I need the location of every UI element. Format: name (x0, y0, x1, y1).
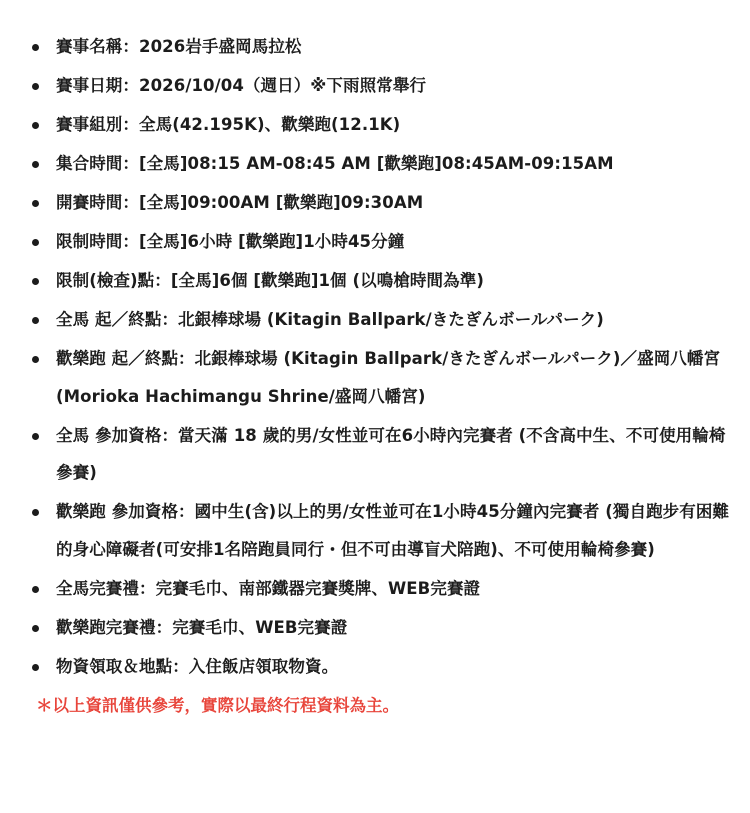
list-item-fun-run-eligibility (32, 493, 734, 568)
list-item-event-name (32, 28, 734, 66)
bullet-icon (32, 161, 39, 168)
list-item-text: 賽事組別：全馬(42.195K)、歡樂跑(12.1K) (56, 115, 401, 134)
list-item-start-time (32, 184, 734, 222)
bullet-icon (32, 586, 39, 593)
list-item-categories (32, 106, 734, 144)
list-item-marathon-eligibility (32, 417, 734, 492)
list-item-checkpoints (32, 262, 734, 300)
bullet-icon (32, 122, 39, 129)
list-item-fun-run-venue (32, 340, 734, 415)
bullet-icon (32, 239, 39, 246)
bullet-icon (32, 509, 39, 516)
list-item-text: 歡樂跑 參加資格：國中生(含)以上的男/女性並可在1小時45分鐘內完賽者 (獨自跑步有困難的身心障礙者(可安排1名陪跑員同行・但不可由導盲犬陪跑)、不可使用輪椅參賽) (56, 502, 730, 559)
bullet-icon (32, 664, 39, 671)
list-item-text: 全馬 起／終點：北銀棒球場 (Kitagin Ballpark/きたぎんボールパーク) (56, 310, 604, 329)
list-item-text: 歡樂跑完賽禮：完賽毛巾、WEB完賽證 (56, 617, 348, 637)
list-item-text: 全馬完賽禮：完賽毛巾、南部鐵器完賽獎牌、WEB完賽證 (56, 578, 481, 598)
list-item-text: 歡樂跑 起／終點：北銀棒球場 (Kitagin Ballpark/きたぎんボールパーク)／盛岡八幡宮(Morioka Hachimangu Shrine/盛岡八幡宮) (56, 349, 721, 406)
list-item-text: 限制時間：[全馬]6小時 [歡樂跑]1小時45分鐘 (56, 232, 405, 251)
list-item-text: 全馬 參加資格：當天滿 18 歲的男/女性並可在6小時內完賽者 (不含高中生、不可使用輪椅參賽) (56, 425, 726, 482)
bullet-icon (32, 433, 39, 440)
list-item-text: 物資領取＆地點：入住飯店領取物資。 (56, 656, 339, 676)
list-item-text: 賽事日期：2026/10/04（週日）※下雨照常舉行 (56, 76, 427, 95)
bullet-icon (32, 625, 39, 632)
list-item-event-date (32, 67, 734, 105)
list-item-marathon-venue (32, 301, 734, 339)
list-item-time-limit (32, 223, 734, 261)
event-info-list (32, 28, 734, 685)
bullet-icon (32, 200, 39, 207)
bullet-icon (32, 44, 39, 51)
bullet-icon (32, 278, 39, 285)
list-item-fun-run-finisher-gifts (32, 609, 734, 647)
list-item-packet-pickup (32, 648, 734, 686)
bullet-icon (32, 83, 39, 90)
list-item-text: 賽事名稱：2026岩手盛岡馬拉松 (56, 37, 302, 56)
bullet-icon (32, 317, 39, 324)
list-item-text: 限制(檢查)點：[全馬]6個 [歡樂跑]1個 (以鳴槍時間為準) (56, 271, 484, 290)
list-item-assembly-time (32, 145, 734, 183)
list-item-text: 集合時間：[全馬]08:15 AM-08:45 AM [歡樂跑]08:45AM-09:15AM (56, 154, 614, 173)
list-item-text: 開賽時間：[全馬]09:00AM [歡樂跑]09:30AM (56, 193, 424, 212)
disclaimer-note: ＊以上資訊僅供參考，實際以最終行程資料為主。 (36, 696, 399, 715)
list-item-marathon-finisher-gifts (32, 570, 734, 608)
bullet-icon (32, 356, 39, 363)
